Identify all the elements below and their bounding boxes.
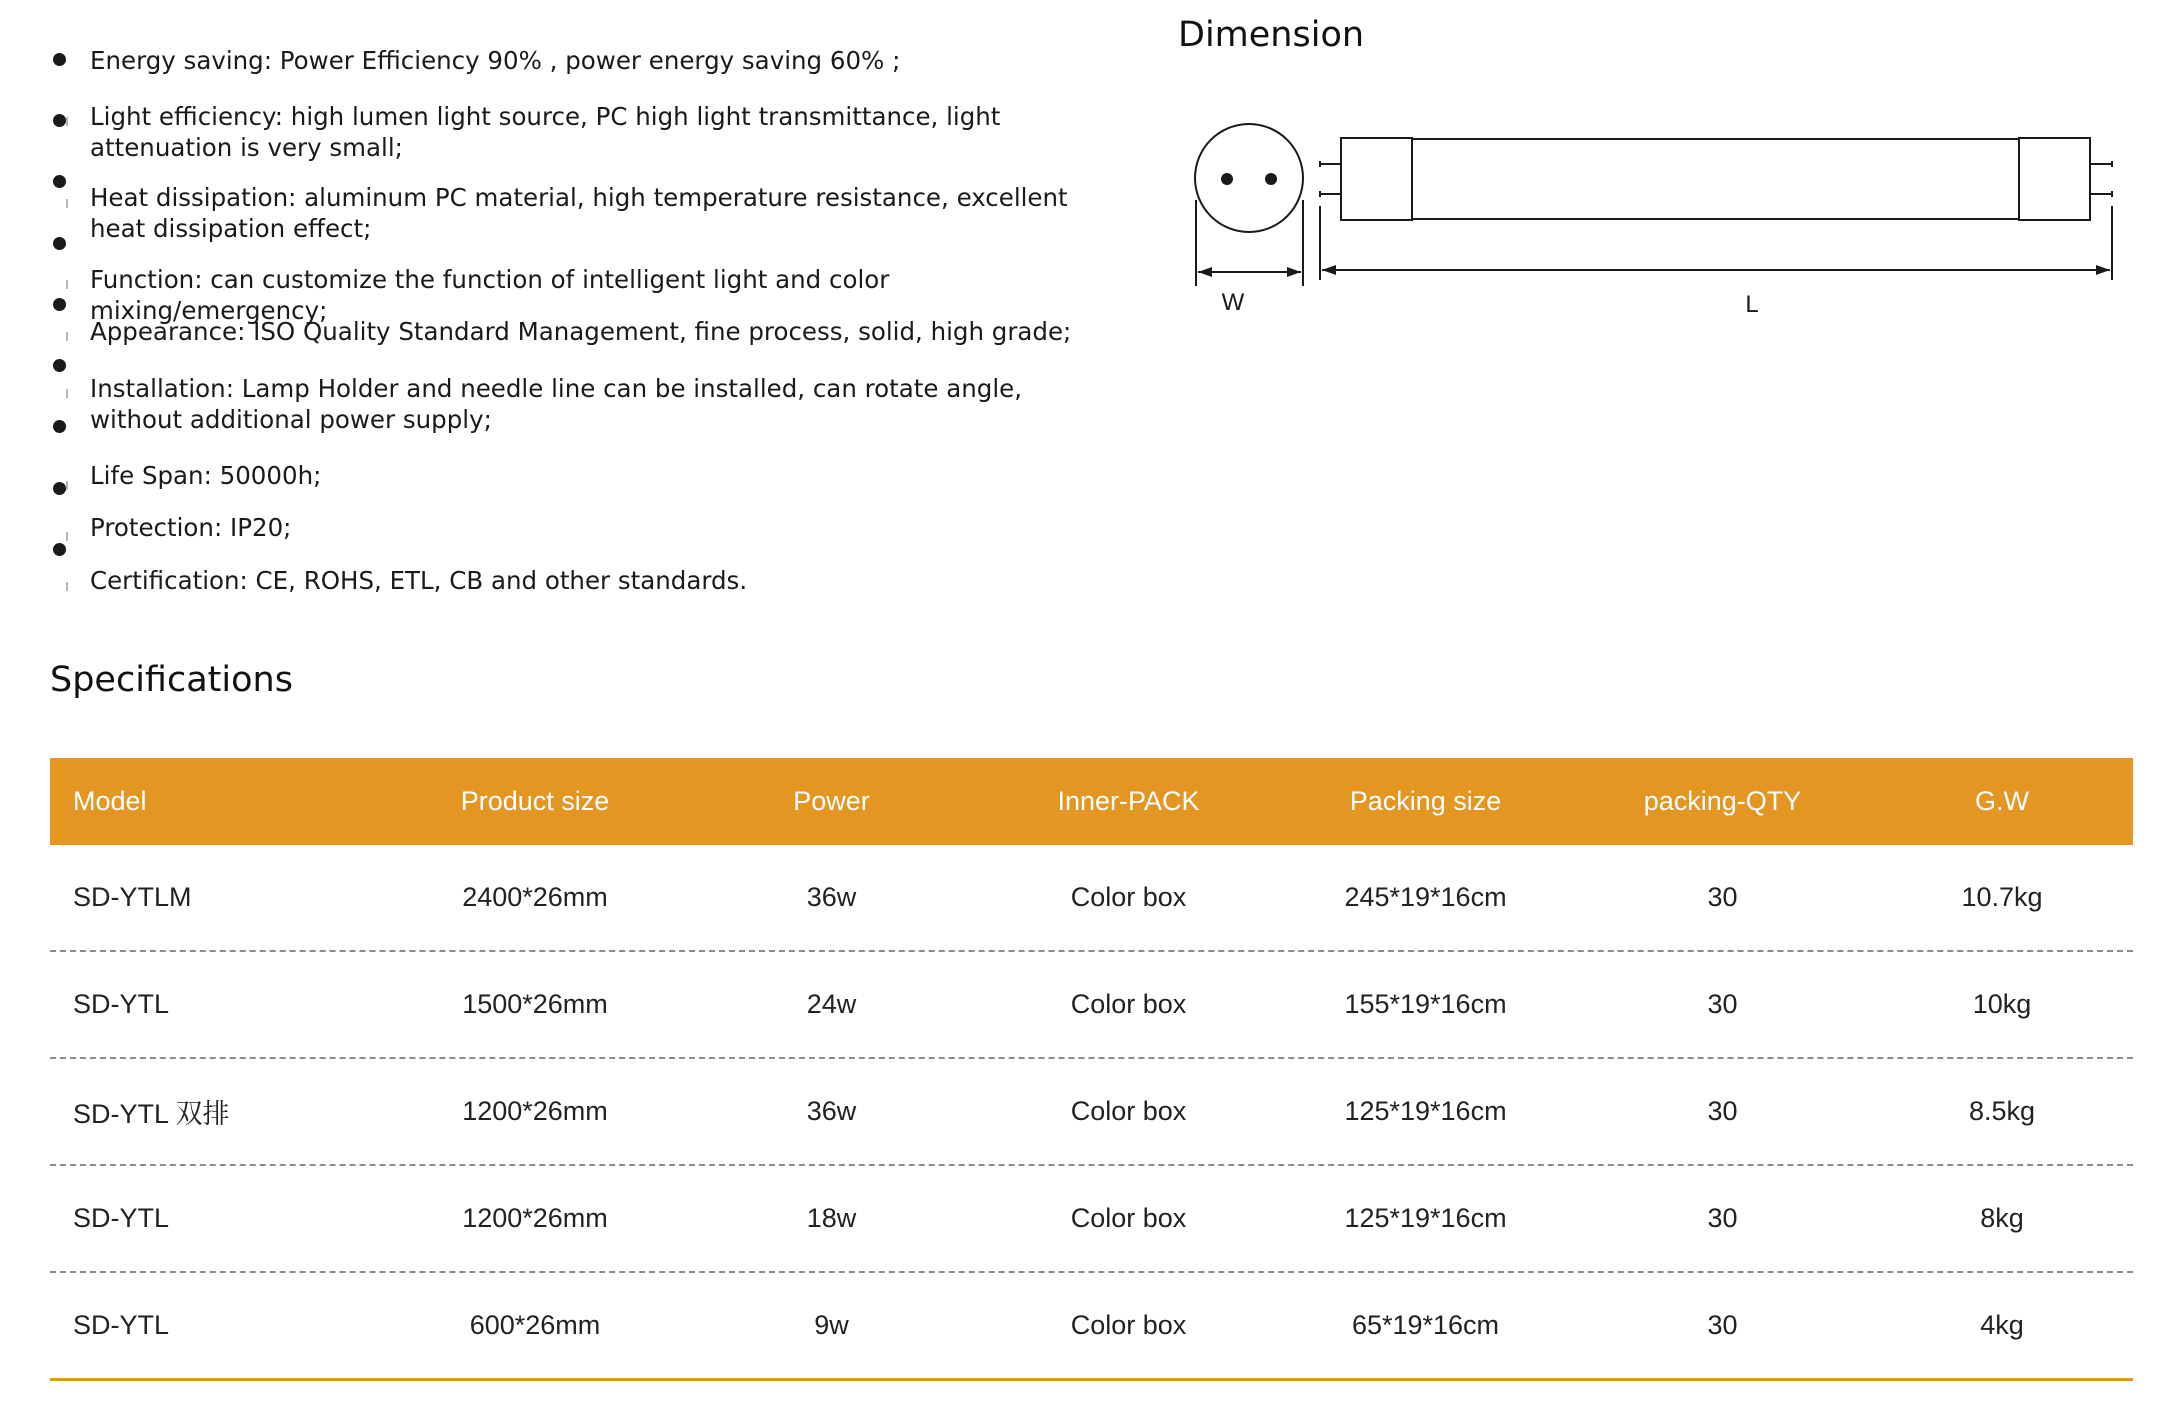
cell-packing-size: 65*19*16cm [1351,1310,1500,1340]
cell-product-size: 600*26mm [469,1310,601,1340]
column-header-power: Power [793,786,870,816]
cell-gross-weight: 8.5kg [1968,1096,2036,1126]
bullet-icon [53,543,66,556]
dimension-title: Dimension [1178,15,1365,55]
cell-packing-qty: 30 [1707,1096,1738,1126]
cell-packing-qty: 30 [1707,989,1738,1019]
cell-power: 36w [806,882,857,912]
cell-packing-size: 155*19*16cm [1344,989,1507,1019]
cell-gross-weight: 8kg [1980,1203,2024,1233]
bullet-tick [66,199,68,208]
bullet-icon [53,114,66,127]
cell-model: SD-YTLM [73,882,192,912]
cell-gross-weight: 4kg [1980,1310,2024,1340]
feature-certification: Certification: CE, ROHS, ETL, CB and other standards. [90,566,748,595]
cell-packing-qty: 30 [1707,1203,1738,1233]
feature-list [0,0,1120,610]
bullet-icon [53,53,66,66]
feature-appearance: Appearance: ISO Quality Standard Management, fine process, solid, high grade; [90,317,1072,346]
column-header-inner-pack: Inner-PACK [1057,786,1200,816]
bullet-tick [66,532,68,541]
bullet-icon [53,482,66,495]
table-row [50,952,2133,1059]
length-label: L [1745,291,1759,318]
cell-power: 24w [806,989,857,1019]
feature-protection: Protection: IP20; [90,513,292,542]
cell-packing-size: 125*19*16cm [1344,1203,1507,1233]
cell-product-size: 1500*26mm [462,989,608,1019]
bullet-icon [53,175,66,188]
feature-function: Function: can customize the function of intelligent light and color mixing/emergency; [90,265,890,325]
cell-product-size: 2400*26mm [462,882,608,912]
bullet-tick [66,280,68,289]
cell-inner-pack: Color box [1070,1203,1187,1233]
table-header [50,758,2133,845]
specifications-table [50,758,2133,1381]
cell-model: SD-YTL 双排 [73,1099,230,1129]
bullet-tick [66,389,68,398]
table-row [50,1166,2133,1273]
cell-packing-qty: 30 [1707,882,1738,912]
cell-packing-qty: 30 [1707,1310,1738,1340]
cell-model: SD-YTL [73,1310,170,1340]
width-label: W [1221,289,1245,316]
bullet-tick [66,481,68,490]
cell-model: SD-YTL [73,989,170,1019]
cell-model: SD-YTL [73,1203,170,1233]
bullet-icon [53,420,66,433]
column-header-model: Model [73,786,147,816]
table-row [50,845,2133,952]
feature-energy-saving: Energy saving: Power Efficiency 90% , power energy saving 60% ; [90,46,901,75]
cell-power: 18w [806,1203,857,1233]
cell-packing-size: 125*19*16cm [1344,1096,1507,1126]
feature-life-span: Life Span: 50000h; [90,461,322,490]
feature-light-efficiency: Light efficiency: high lumen light source, PC high light transmittance, light attenuation is very small; [90,102,1001,162]
specifications-title: Specifications [50,660,293,700]
column-header-packing-qty: packing-QTY [1643,786,1802,816]
bullet-icon [53,359,66,372]
tube-end-cap-right [2019,138,2090,220]
cell-power: 36w [806,1096,857,1126]
column-header-product-size: Product size [460,786,610,816]
cell-inner-pack: Color box [1070,1310,1187,1340]
bullet-icon [53,237,66,250]
cell-gross-weight: 10.7kg [1961,882,2043,912]
bullet-icon [53,298,66,311]
cell-packing-size: 245*19*16cm [1344,882,1507,912]
cell-inner-pack: Color box [1070,989,1187,1019]
table-row [50,1059,2133,1166]
tube-end-view [1195,124,1303,232]
feature-heat-dissipation: Heat dissipation: aluminum PC material, high temperature resistance, excellent heat dissipation effect; [90,183,1068,243]
column-header-packing-size: Packing size [1349,786,1502,816]
tube-body [1412,139,2019,219]
feature-installation: Installation: Lamp Holder and needle line can be installed, can rotate angle, without additional power supply; [90,374,1023,434]
cell-product-size: 1200*26mm [462,1203,608,1233]
bullet-tick [66,117,68,126]
column-header-gross-weight: G.W [1975,786,2029,816]
table-row [50,1273,2133,1381]
tube-dimension-diagram [1150,110,2130,330]
cell-inner-pack: Color box [1070,1096,1187,1126]
cell-inner-pack: Color box [1070,882,1187,912]
bullet-tick [66,582,68,591]
bullet-tick [66,332,68,341]
cell-gross-weight: 10kg [1972,989,2032,1019]
cell-power: 9w [814,1310,849,1340]
tube-end-cap-left [1341,138,1412,220]
cell-product-size: 1200*26mm [462,1096,608,1126]
